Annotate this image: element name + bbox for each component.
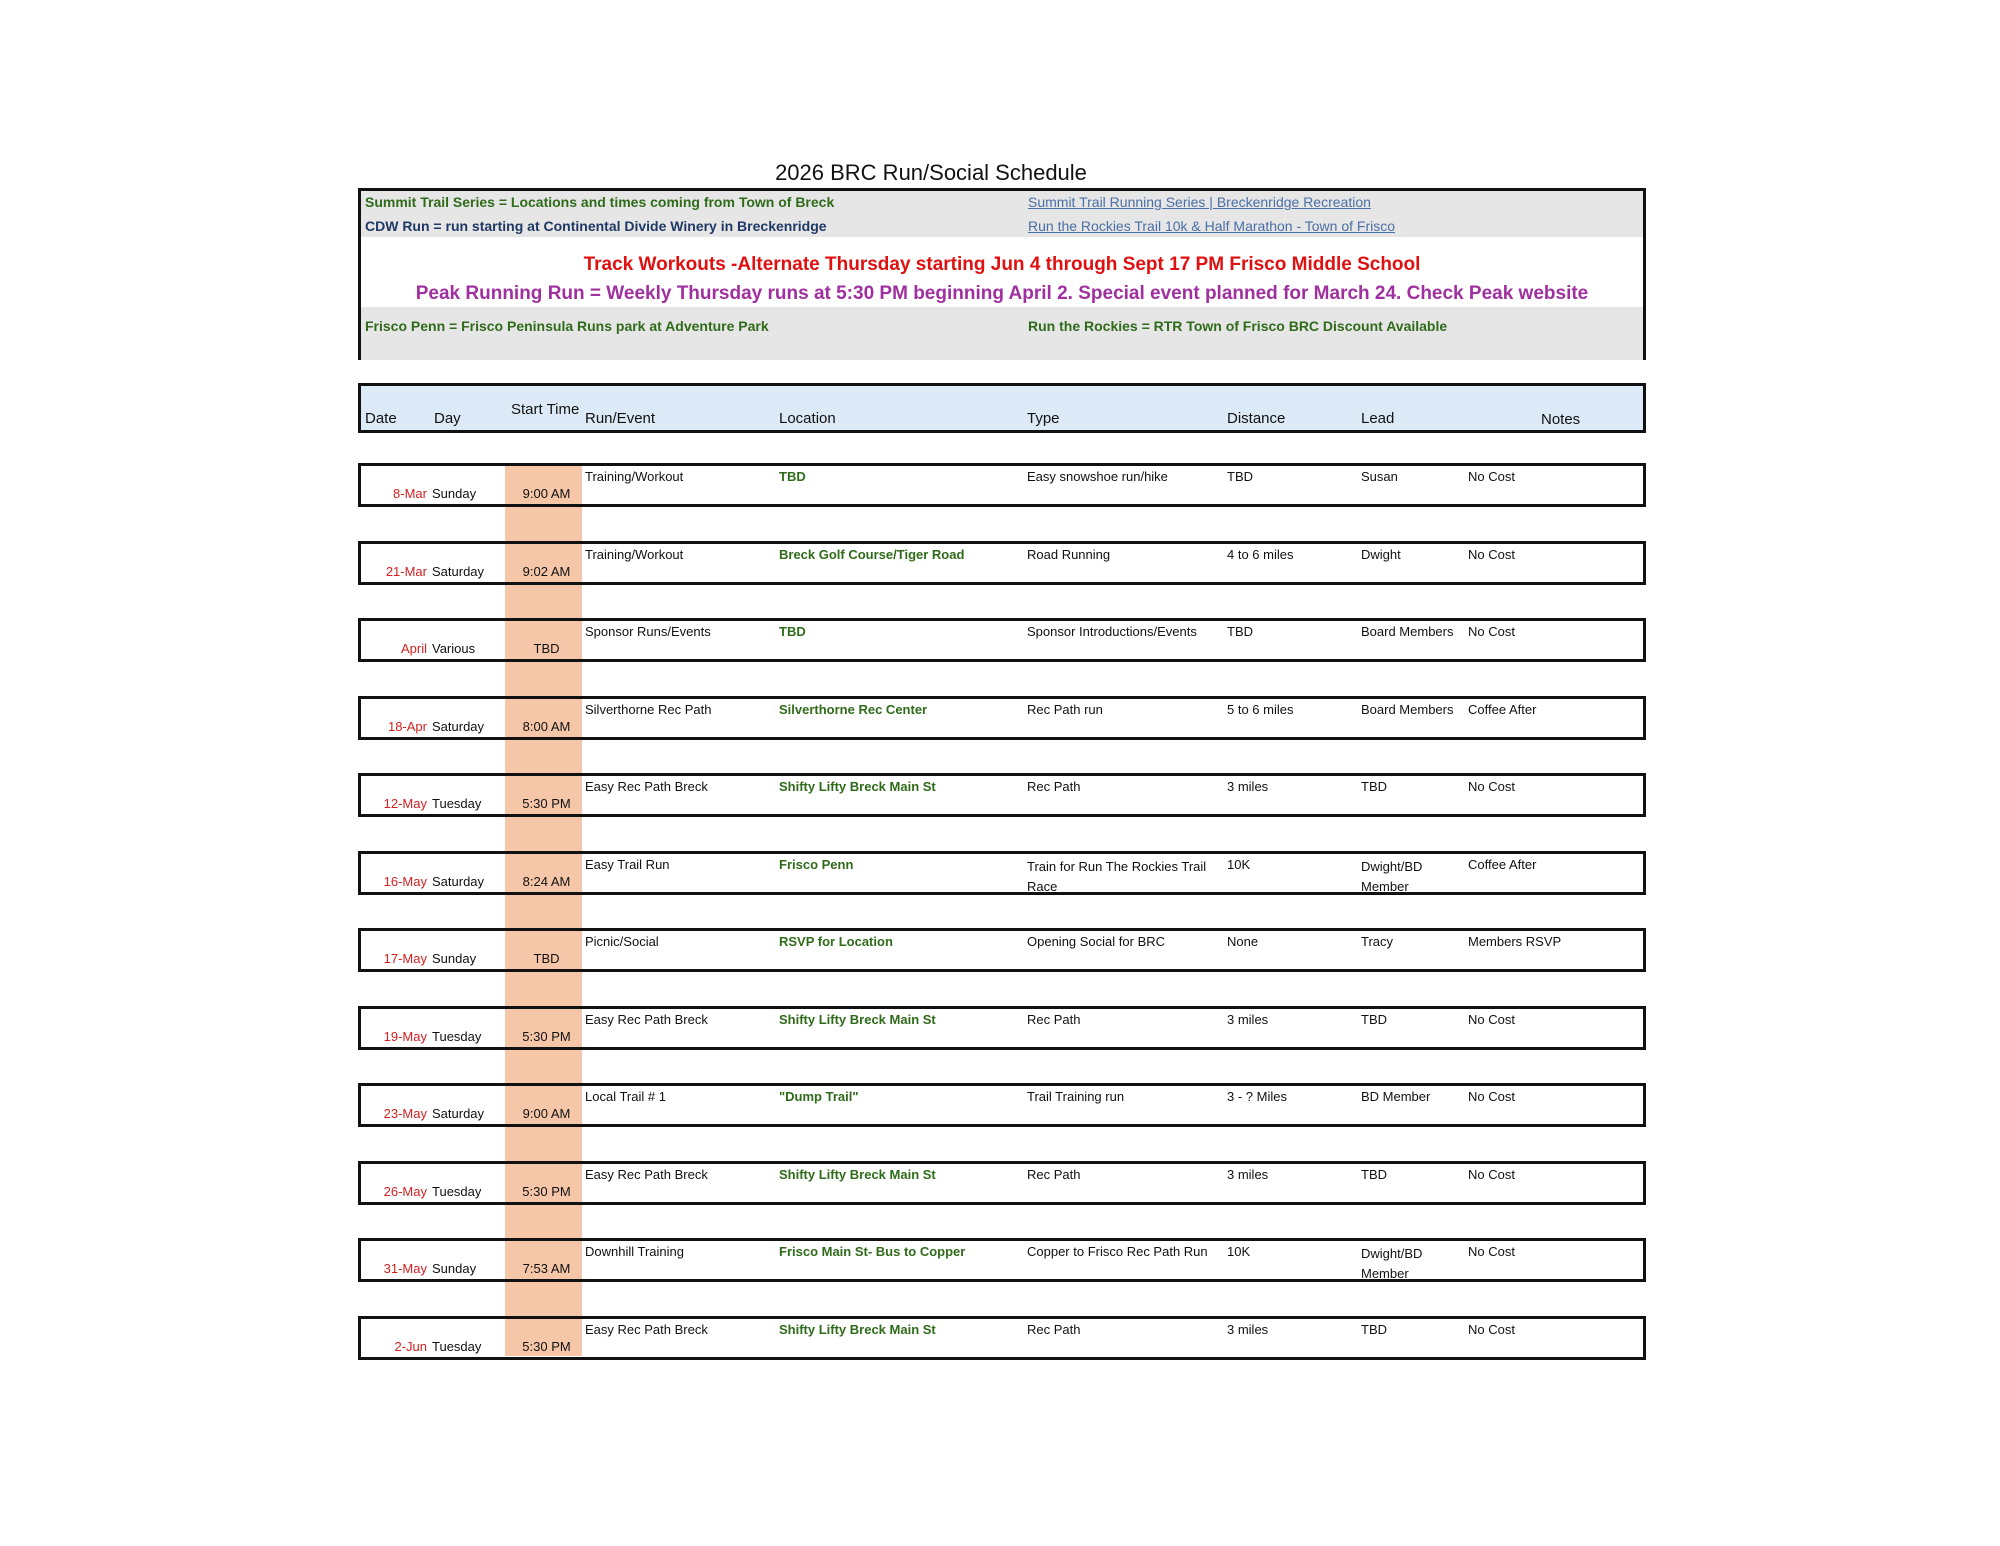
table-row xyxy=(358,773,1646,817)
row-location: Breck Golf Course/Tiger Road xyxy=(779,547,965,562)
row-distance: TBD xyxy=(1227,469,1253,484)
row-location: RSVP for Location xyxy=(779,934,893,949)
row-type: Rec Path xyxy=(1027,1012,1081,1027)
table-row xyxy=(358,618,1646,662)
row-day: Various xyxy=(432,641,476,656)
row-notes: No Cost xyxy=(1468,1089,1515,1104)
row-notes: Coffee After xyxy=(1468,857,1537,872)
row-event: Training/Workout xyxy=(585,469,684,484)
row-location: Frisco Penn xyxy=(779,857,854,872)
header-start-time: Start Time xyxy=(511,401,580,418)
header-day: Day xyxy=(434,410,461,427)
row-event: Training/Workout xyxy=(585,547,684,562)
legend-frisco-penn: Frisco Penn = Frisco Peninsula Runs park at Adventure Park xyxy=(365,318,769,334)
summit-link[interactable]: Summit Trail Running Series | Breckenridge Recreation xyxy=(1028,194,1371,210)
row-lead: TBD xyxy=(1361,1012,1387,1027)
row-location: TBD xyxy=(779,469,806,484)
row-event: Easy Rec Path Breck xyxy=(585,1012,708,1027)
row-event: Sponsor Runs/Events xyxy=(585,624,711,639)
header-location: Location xyxy=(779,410,836,427)
row-type: Rec Path xyxy=(1027,1322,1081,1337)
row-lead: BD Member xyxy=(1361,1089,1431,1104)
table-row xyxy=(358,851,1646,895)
row-date: 12-May xyxy=(383,796,427,811)
legend-peak: Peak Running Run = Weekly Thursday runs at 5:30 PM beginning April 2. Special event planned for March 24. Check Peak website xyxy=(415,283,1589,304)
row-location: Shifty Lifty Breck Main St xyxy=(779,779,936,794)
row-time: 5:30 PM xyxy=(522,796,571,811)
row-date: 21-Mar xyxy=(385,564,427,579)
row-lead: Dwight/BD Member xyxy=(1361,859,1423,894)
row-day: Saturday xyxy=(432,1106,485,1121)
row-distance: TBD xyxy=(1227,624,1253,639)
row-time: 8:24 AM xyxy=(522,874,571,889)
row-event: Local Trail # 1 xyxy=(585,1089,666,1104)
row-distance: 3 miles xyxy=(1227,1012,1269,1027)
row-day: Sunday xyxy=(432,486,477,501)
row-distance: 5 to 6 miles xyxy=(1227,702,1294,717)
row-date: 18-Apr xyxy=(387,719,427,734)
start-time-column-fill xyxy=(505,463,582,1356)
row-date: 16-May xyxy=(383,874,427,889)
row-notes: No Cost xyxy=(1468,469,1515,484)
row-day: Saturday xyxy=(432,719,485,734)
header-type: Type xyxy=(1027,410,1060,427)
row-event: Easy Rec Path Breck xyxy=(585,1167,708,1182)
table-header xyxy=(358,383,1646,433)
row-time: TBD xyxy=(533,641,560,656)
row-type: Train for Run The Rockies Trail Race xyxy=(1027,859,1207,894)
row-time: 5:30 PM xyxy=(522,1029,571,1044)
row-date: 17-May xyxy=(383,951,427,966)
row-type: Opening Social for BRC xyxy=(1027,934,1166,949)
legend-summit: Summit Trail Series = Locations and times coming from Town of Breck xyxy=(365,194,835,210)
row-location: Silverthorne Rec Center xyxy=(779,702,928,717)
row-location: Shifty Lifty Breck Main St xyxy=(779,1322,936,1337)
row-distance: 3 miles xyxy=(1227,1322,1269,1337)
legend-cdw: CDW Run = run starting at Continental Divide Winery in Breckenridge xyxy=(365,218,827,234)
row-time: 9:00 AM xyxy=(522,486,571,501)
row-time: 5:30 PM xyxy=(522,1339,571,1354)
row-event: Easy Rec Path Breck xyxy=(585,779,708,794)
header-date: Date xyxy=(365,410,397,427)
row-lead: Tracy xyxy=(1361,934,1394,949)
row-notes: Members RSVP xyxy=(1468,934,1562,949)
rtr-link[interactable]: Run the Rockies Trail 10k & Half Marathon - Town of Frisco xyxy=(1028,218,1396,234)
row-type: Sponsor Introductions/Events xyxy=(1027,624,1197,639)
row-date: April xyxy=(400,641,427,656)
row-date: 31-May xyxy=(383,1261,427,1276)
row-location: Shifty Lifty Breck Main St xyxy=(779,1012,936,1027)
page-title: 2026 BRC Run/Social Schedule xyxy=(775,160,1087,185)
row-distance: 10K xyxy=(1227,1244,1251,1259)
row-day: Sunday xyxy=(432,1261,477,1276)
row-distance: None xyxy=(1227,934,1259,949)
row-lead: Board Members xyxy=(1361,702,1454,717)
row-day: Tuesday xyxy=(432,1339,482,1354)
row-day: Saturday xyxy=(432,874,485,889)
row-location: "Dump Trail" xyxy=(779,1089,859,1104)
row-lead: Dwight xyxy=(1361,547,1401,562)
table-row xyxy=(358,1083,1646,1127)
row-day: Tuesday xyxy=(432,796,482,811)
row-type: Copper to Frisco Rec Path Run xyxy=(1027,1244,1208,1259)
row-time: TBD xyxy=(533,951,560,966)
row-time: 8:00 AM xyxy=(522,719,571,734)
row-day: Tuesday xyxy=(432,1184,482,1199)
row-notes: No Cost xyxy=(1468,1167,1515,1182)
table-row xyxy=(358,1006,1646,1050)
row-time: 9:02 AM xyxy=(522,564,571,579)
row-distance: 3 miles xyxy=(1227,1167,1269,1182)
row-lead: Susan xyxy=(1361,469,1398,484)
row-date: 8-Mar xyxy=(393,486,427,501)
table-row xyxy=(358,1161,1646,1205)
row-location: TBD xyxy=(779,624,806,639)
row-event: Picnic/Social xyxy=(585,934,659,949)
row-lead: Board Members xyxy=(1361,624,1454,639)
row-location: Shifty Lifty Breck Main St xyxy=(779,1167,936,1182)
row-notes: No Cost xyxy=(1468,1244,1515,1259)
row-notes: No Cost xyxy=(1468,1322,1515,1337)
row-day: Saturday xyxy=(432,564,485,579)
legend-track: Track Workouts -Alternate Thursday starting Jun 4 through Sept 17 PM Frisco Middle School xyxy=(583,254,1421,275)
row-type: Easy snowshoe run/hike xyxy=(1027,469,1168,484)
table-row xyxy=(358,1316,1646,1360)
row-notes: No Cost xyxy=(1468,624,1515,639)
table-row xyxy=(358,928,1646,972)
row-date: 19-May xyxy=(383,1029,427,1044)
row-event: Easy Rec Path Breck xyxy=(585,1322,708,1337)
row-notes: No Cost xyxy=(1468,1012,1515,1027)
legend-rtr: Run the Rockies = RTR Town of Frisco BRC Discount Available xyxy=(1028,318,1448,334)
row-lead: TBD xyxy=(1361,1167,1387,1182)
header-lead: Lead xyxy=(1361,410,1395,427)
row-notes: No Cost xyxy=(1468,547,1515,562)
row-distance: 3 miles xyxy=(1227,779,1269,794)
row-distance: 10K xyxy=(1227,857,1251,872)
row-time: 5:30 PM xyxy=(522,1184,571,1199)
header-distance: Distance xyxy=(1227,410,1286,427)
row-notes: Coffee After xyxy=(1468,702,1537,717)
row-distance: 3 - ? Miles xyxy=(1227,1089,1287,1104)
table-row xyxy=(358,463,1646,507)
row-lead: TBD xyxy=(1361,779,1387,794)
row-date: 26-May xyxy=(383,1184,427,1199)
row-type: Road Running xyxy=(1027,547,1111,562)
table-row xyxy=(358,1238,1646,1282)
row-lead: Dwight/BD Member xyxy=(1361,1246,1423,1281)
table-row xyxy=(358,541,1646,585)
header-notes: Notes xyxy=(1541,411,1581,428)
row-lead: TBD xyxy=(1361,1322,1387,1337)
row-type: Rec Path run xyxy=(1027,702,1103,717)
row-date: 23-May xyxy=(383,1106,427,1121)
row-event: Silverthorne Rec Path xyxy=(585,702,712,717)
row-time: 7:53 AM xyxy=(522,1261,571,1276)
row-time: 9:00 AM xyxy=(522,1106,571,1121)
row-type: Rec Path xyxy=(1027,1167,1081,1182)
row-location: Frisco Main St- Bus to Copper xyxy=(779,1244,966,1259)
row-day: Tuesday xyxy=(432,1029,482,1044)
legend-box xyxy=(358,188,1646,360)
row-distance: 4 to 6 miles xyxy=(1227,547,1294,562)
table-row xyxy=(358,696,1646,740)
header-event: Run/Event xyxy=(585,410,656,427)
row-day: Sunday xyxy=(432,951,477,966)
row-notes: No Cost xyxy=(1468,779,1515,794)
row-event: Easy Trail Run xyxy=(585,857,670,872)
row-event: Downhill Training xyxy=(585,1244,684,1259)
row-type: Rec Path xyxy=(1027,779,1081,794)
row-type: Trail Training run xyxy=(1027,1089,1125,1104)
row-date: 2-Jun xyxy=(394,1339,427,1354)
